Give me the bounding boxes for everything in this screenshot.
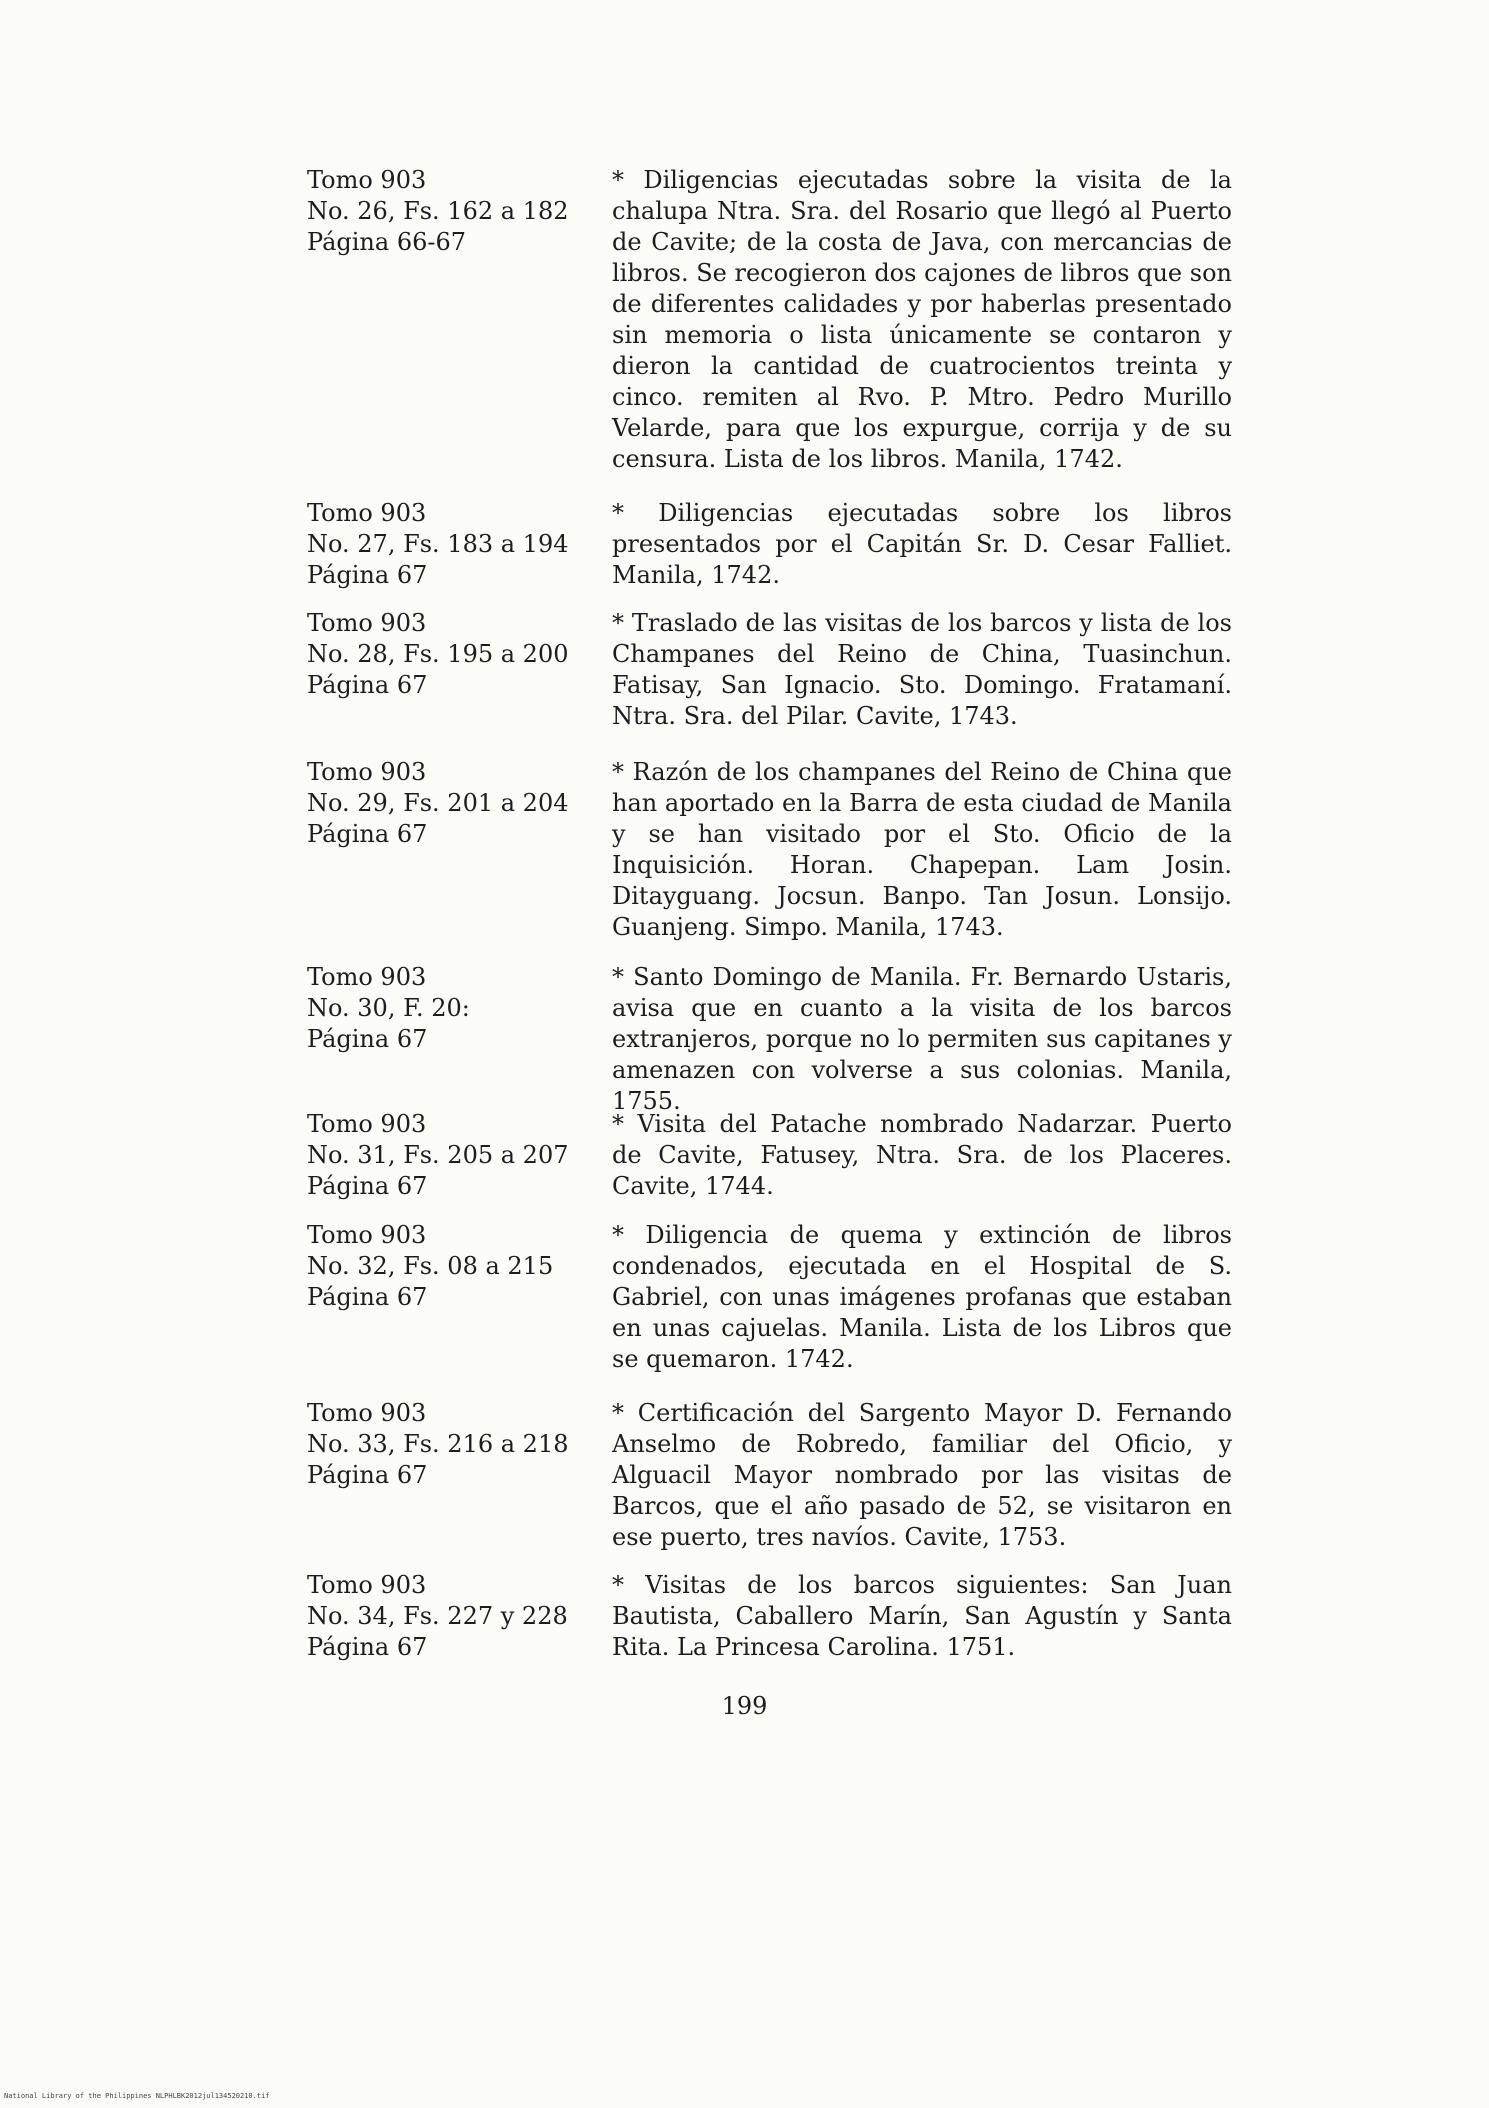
entry-reference: Tomo 903 No. 28, Fs. 195 a 200 Página 67 (307, 609, 569, 699)
entry-description: * Diligencias ejecutadas sobre los libros presentados por el Capitán Sr. D. Cesar Falliet. Manila, 1742. (612, 499, 1232, 589)
entry-reference: Tomo 903 No. 27, Fs. 183 a 194 Página 67 (307, 499, 569, 589)
entry-description: * Diligencia de quema y extinción de libros condenados, ejecutada en el Hospital de S. Gabriel, con unas imágenes profanas que estaban en unas cajuelas. Manila. Lista de los Libros que se quemaron. 1742. (612, 1221, 1232, 1373)
entry-description: * Diligencias ejecutadas sobre la visita de la chalupa Ntra. Sra. del Rosario que llegó al Puerto de Cavite; de la costa de Java, con mercancias de libros. Se recogieron dos cajones de libros que son de diferentes calidades y por haberlas presentado sin memoria o lista únicamente se contaron y dieron la cantidad de cuatrocientos treinta y cinco. remiten al Rvo. P. Mtro. Pedro Murillo Velarde, para que los expurgue, corrija y de su censura. Lista de los libros. Manila, 1742. (612, 166, 1232, 473)
entry-reference: Tomo 903 No. 34, Fs. 227 y 228 Página 67 (307, 1571, 568, 1661)
entry-reference: Tomo 903 No. 29, Fs. 201 a 204 Página 67 (307, 758, 569, 848)
scan-footer: National Library of the Philippines NLPHLBK2012jul134520210.tif (4, 2092, 270, 2100)
entry-description: * Visita del Patache nombrado Nadarzar. Puerto de Cavite, Fatusey, Ntra. Sra. de los Placeres. Cavite, 1744. (612, 1110, 1232, 1200)
entry-reference: Tomo 903 No. 26, Fs. 162 a 182 Página 66-67 (307, 166, 569, 256)
entry-description: * Traslado de las visitas de los barcos y lista de los Champanes del Reino de China, Tuasinchun. Fatisay, San Ignacio. Sto. Domingo. Fratamaní. Ntra. Sra. del Pilar. Cavite, 1743. (612, 609, 1232, 730)
entry-reference: Tomo 903 No. 32, Fs. 08 a 215 Página 67 (307, 1221, 554, 1311)
entry-description: * Razón de los champanes del Reino de China que han aportado en la Barra de esta ciudad de Manila y se han visitado por el Sto. Oficio de la Inquisición. Horan. Chapepan. Lam Josin. Ditayguang. Jocsun. Banpo. Tan Josun. Lonsijo. Guanjeng. Simpo. Manila, 1743. (612, 758, 1232, 941)
entry-description: * Santo Domingo de Manila. Fr. Bernardo Ustaris, avisa que en cuanto a la visita de los barcos extranjeros, porque no lo permiten sus capitanes y amenazen con volverse a sus colonias. Manila, 1755. (612, 963, 1232, 1115)
page-number: 199 (721, 1692, 768, 1720)
entry-reference: Tomo 903 No. 33, Fs. 216 a 218 Página 67 (307, 1399, 569, 1489)
entry-reference: Tomo 903 No. 31, Fs. 205 a 207 Página 67 (307, 1110, 569, 1200)
entry-reference: Tomo 903 No. 30, F. 20: Página 67 (307, 963, 470, 1053)
entry-description: * Certificación del Sargento Mayor D. Fernando Anselmo de Robredo, familiar del Oficio, y Alguacil Mayor nombrado por las visitas de Barcos, que el año pasado de 52, se visitaron en ese puerto, tres navíos. Cavite, 1753. (612, 1399, 1232, 1551)
entry-description: * Visitas de los barcos siguientes: San Juan Bautista, Caballero Marín, San Agustín y Santa Rita. La Princesa Carolina. 1751. (612, 1571, 1232, 1661)
